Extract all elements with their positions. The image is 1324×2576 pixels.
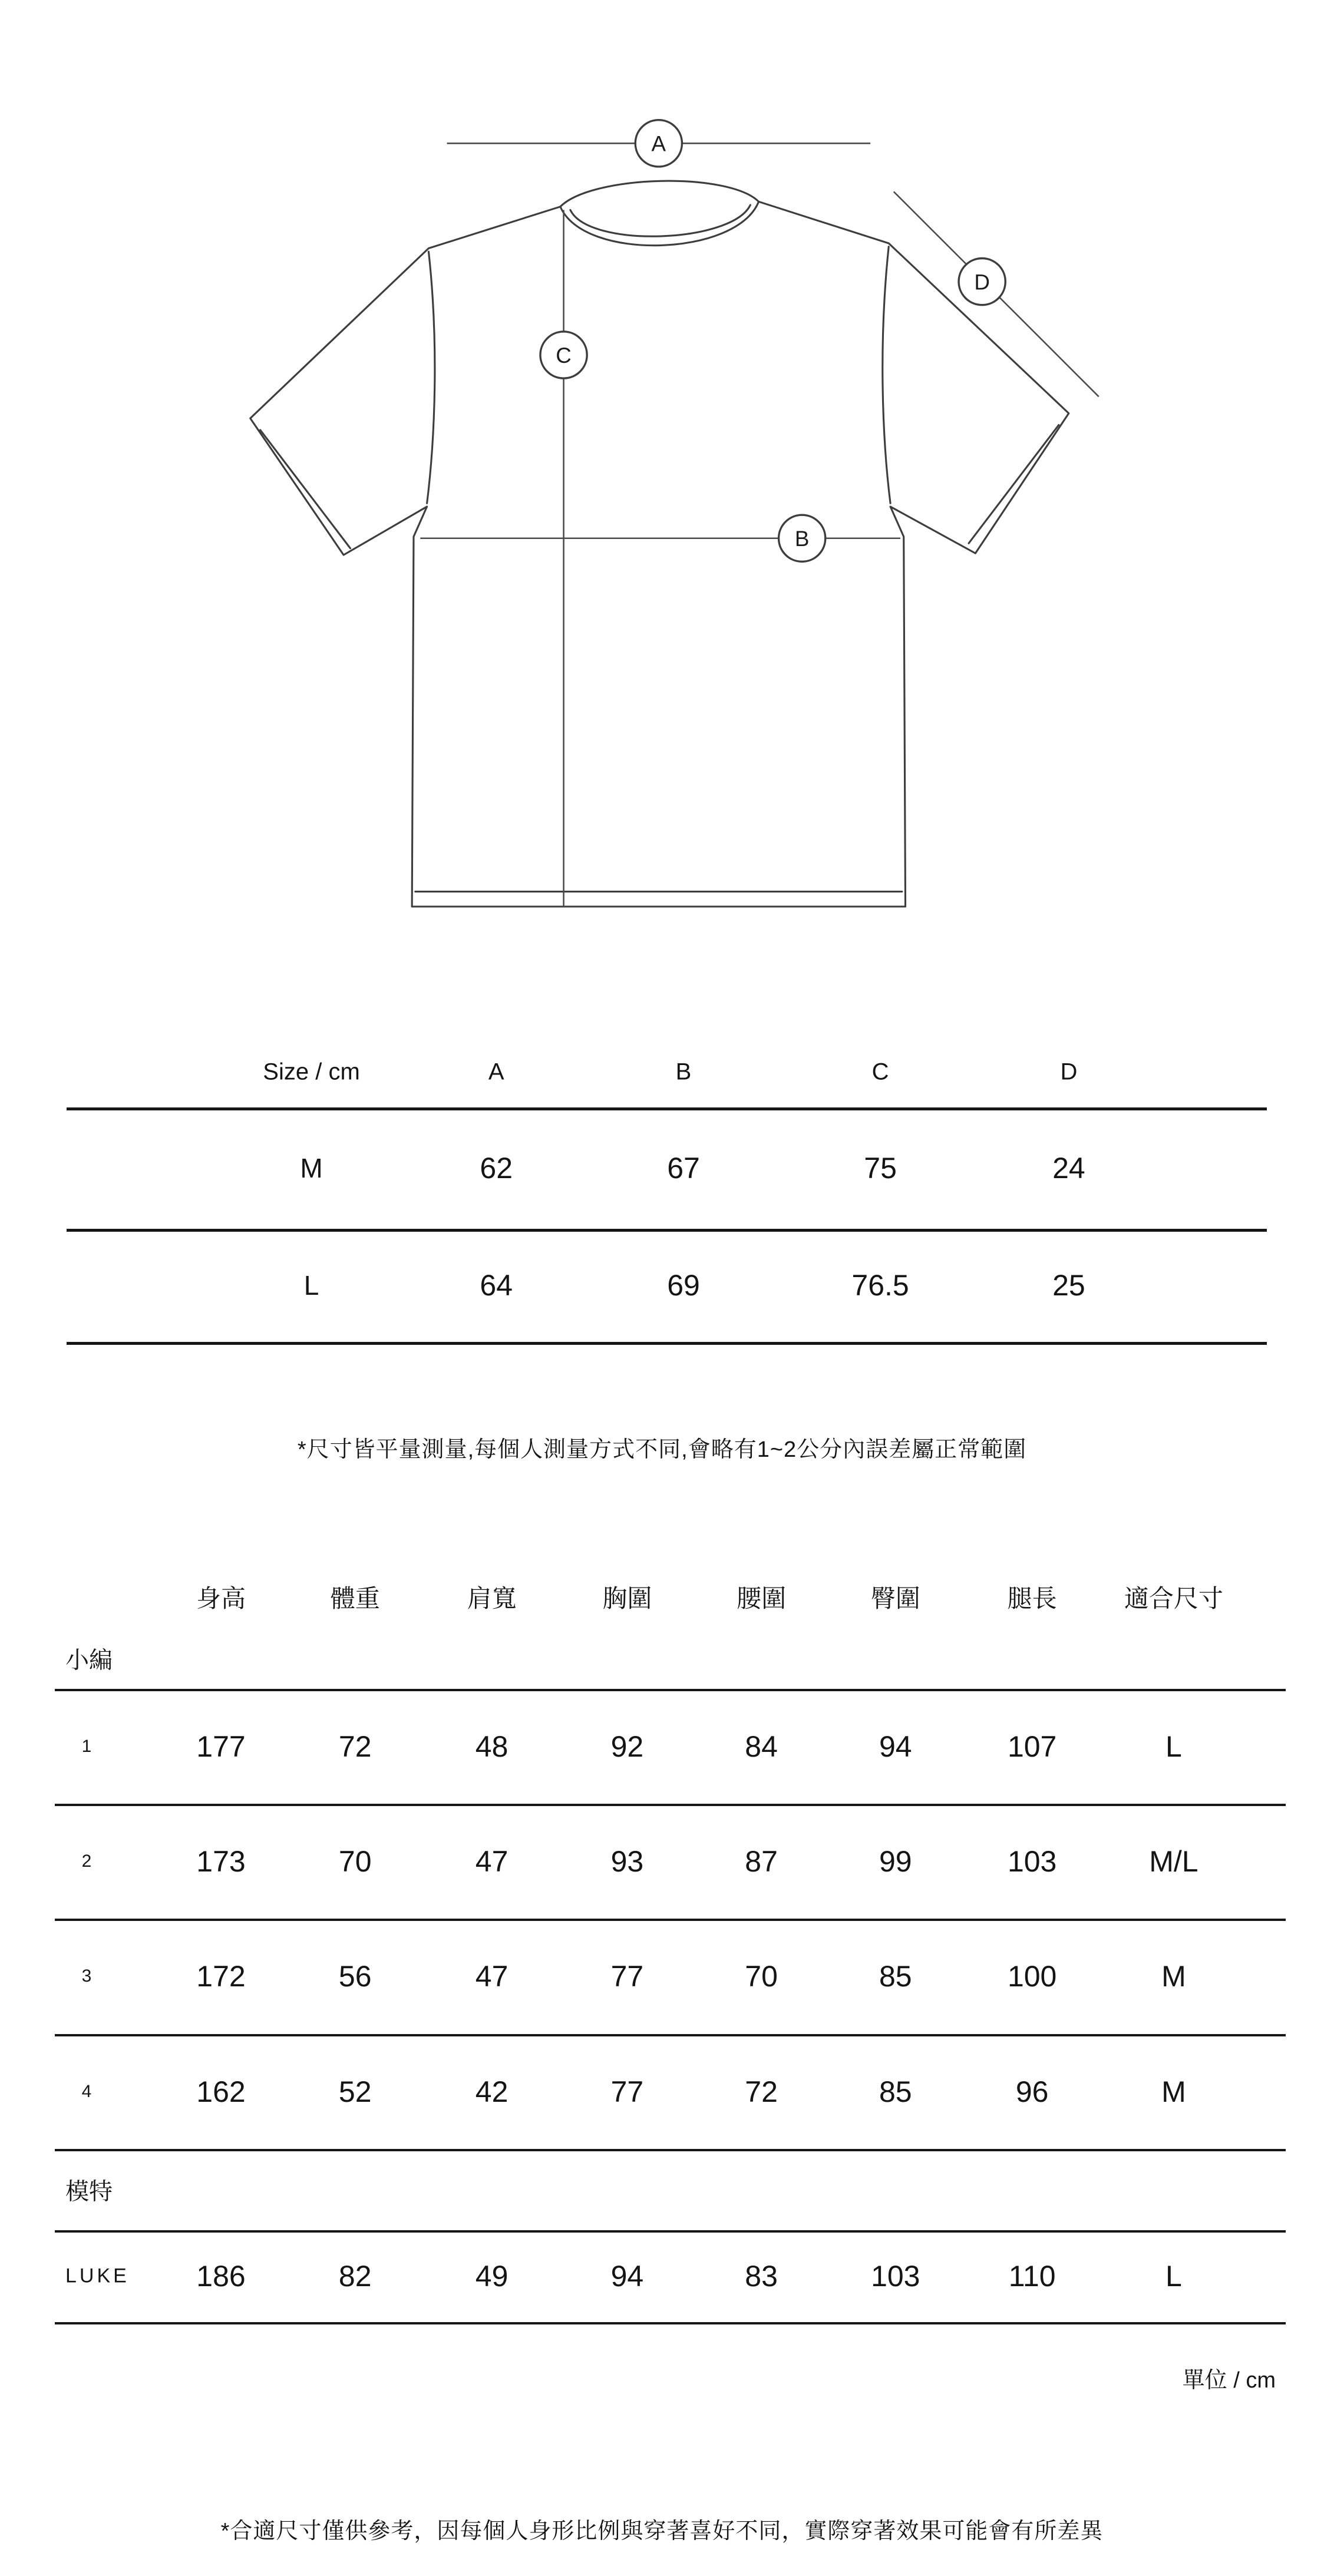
fit-header-chest: 胸圍 (602, 1585, 652, 1612)
size-table-header-a: A (488, 1059, 504, 1085)
fit-value: 92 (610, 1730, 644, 1763)
measure-label-b: B (794, 527, 810, 551)
size-value: 69 (667, 1269, 700, 1302)
fit-value: 56 (338, 1960, 372, 1993)
group-label: 模特 (65, 2178, 113, 2205)
size-value: 64 (480, 1269, 513, 1302)
fit-size: M (1161, 1960, 1186, 1993)
row-number: 3 (81, 1966, 92, 1986)
size-table-header-c: C (871, 1059, 889, 1085)
size-value: 76.5 (851, 1269, 909, 1302)
group-label: 小編 (65, 1647, 113, 1673)
tshirt-cuff-left-line (260, 430, 351, 548)
measure-label-d: D (974, 270, 990, 295)
fit-table-header-row (55, 1567, 1286, 1627)
fit-value: 77 (610, 1960, 644, 1993)
fit-value: 85 (879, 2075, 912, 2108)
fit-header-hip: 臀圍 (870, 1585, 920, 1612)
tshirt-armhole-left (427, 252, 435, 503)
fit-group-model (55, 2149, 1286, 2230)
fit-header-shoulder: 肩寬 (467, 1585, 517, 1612)
divider (55, 2322, 1286, 2324)
size-table-header-row (67, 1037, 1267, 1107)
fit-value: 172 (196, 1960, 246, 1993)
row-number: 4 (81, 2081, 92, 2101)
fit-row-luke (55, 2230, 1286, 2322)
fit-value: 47 (475, 1960, 509, 1993)
fit-table (55, 1567, 1286, 2324)
fit-size: M (1161, 2075, 1186, 2108)
size-value: 24 (1052, 1152, 1085, 1185)
tshirt-cuff-right-line (969, 425, 1059, 543)
fit-value: 84 (745, 1730, 778, 1763)
fit-size: M/L (1149, 1844, 1198, 1878)
fit-row-1 (55, 1689, 1286, 1804)
size-table-header-d: D (1060, 1059, 1078, 1085)
footer-note: *合適尺寸僅供參考，因每個人身形比例與穿著喜好不同，實際穿著效果可能會有所差異 (220, 2519, 1104, 2544)
fit-size: L (1165, 2260, 1182, 2293)
fit-value: 94 (610, 2260, 644, 2293)
measurement-note: *尺寸皆平量測量,每個人測量方式不同,會略有1~2公分內誤差屬正常範圍 (297, 1437, 1027, 1462)
size-table-header-b: B (675, 1059, 692, 1085)
tshirt-collar-back (560, 181, 759, 207)
fit-value: 82 (338, 2260, 372, 2293)
size-label: L (303, 1270, 319, 1301)
fit-value: 83 (745, 2260, 778, 2293)
fit-header-waist: 腰圍 (737, 1585, 787, 1612)
fit-value: 103 (871, 2260, 920, 2293)
fit-value: 77 (610, 2075, 644, 2108)
row-number: 1 (81, 1736, 92, 1756)
tshirt-measurement-diagram (0, 0, 1324, 1033)
fit-value: 93 (610, 1844, 644, 1878)
fit-value: 42 (475, 2075, 509, 2108)
fit-value: 173 (196, 1844, 246, 1878)
fit-header-height: 身高 (196, 1585, 246, 1612)
size-table-row-m (67, 1107, 1267, 1229)
measure-label-c: C (556, 343, 572, 368)
fit-header-leg: 腿長 (1007, 1585, 1057, 1612)
fit-value: 186 (196, 2260, 246, 2293)
divider (67, 1342, 1267, 1345)
size-value: 25 (1052, 1269, 1085, 1302)
size-table (67, 1037, 1267, 1345)
fit-value: 70 (745, 1960, 778, 1993)
model-name: LUKE (65, 2264, 130, 2287)
size-value: 75 (864, 1152, 897, 1185)
fit-value: 72 (745, 2075, 778, 2108)
fit-value: 100 (1007, 1960, 1057, 1993)
row-number: 2 (81, 1851, 92, 1871)
fit-value: 52 (338, 2075, 372, 2108)
fit-value: 162 (196, 2075, 246, 2108)
fit-value: 48 (475, 1730, 509, 1763)
fit-row-3 (55, 1919, 1286, 2034)
fit-value: 47 (475, 1844, 509, 1878)
fit-size: L (1165, 1730, 1182, 1763)
fit-value: 96 (1015, 2075, 1049, 2108)
size-value: 67 (667, 1152, 700, 1185)
fit-value: 87 (745, 1844, 778, 1878)
tshirt-armhole-right (883, 247, 890, 504)
tshirt-collar-front-inner (570, 205, 751, 236)
fit-value: 110 (1008, 2260, 1056, 2293)
fit-value: 103 (1007, 1844, 1057, 1878)
measure-label-a: A (651, 131, 666, 156)
tshirt-outline (250, 201, 1069, 907)
fit-value: 94 (879, 1730, 912, 1763)
size-table-row-l (67, 1229, 1267, 1342)
fit-value: 107 (1007, 1730, 1057, 1763)
size-value: 62 (480, 1152, 513, 1185)
fit-header-weight: 體重 (330, 1585, 380, 1612)
fit-value: 70 (338, 1844, 372, 1878)
size-label: M (300, 1153, 323, 1183)
unit-label: 單位 / cm (1182, 2368, 1276, 2393)
fit-header-size: 適合尺寸 (1124, 1585, 1223, 1612)
fit-value: 99 (879, 1844, 912, 1878)
fit-value: 72 (338, 1730, 372, 1763)
fit-row-2 (55, 1804, 1286, 1919)
fit-value: 177 (196, 1730, 246, 1763)
fit-group-staff (55, 1627, 1286, 1689)
fit-value: 49 (475, 2260, 509, 2293)
fit-value: 85 (879, 1960, 912, 1993)
size-table-header-size: Size / cm (263, 1059, 360, 1085)
fit-row-4 (55, 2034, 1286, 2149)
